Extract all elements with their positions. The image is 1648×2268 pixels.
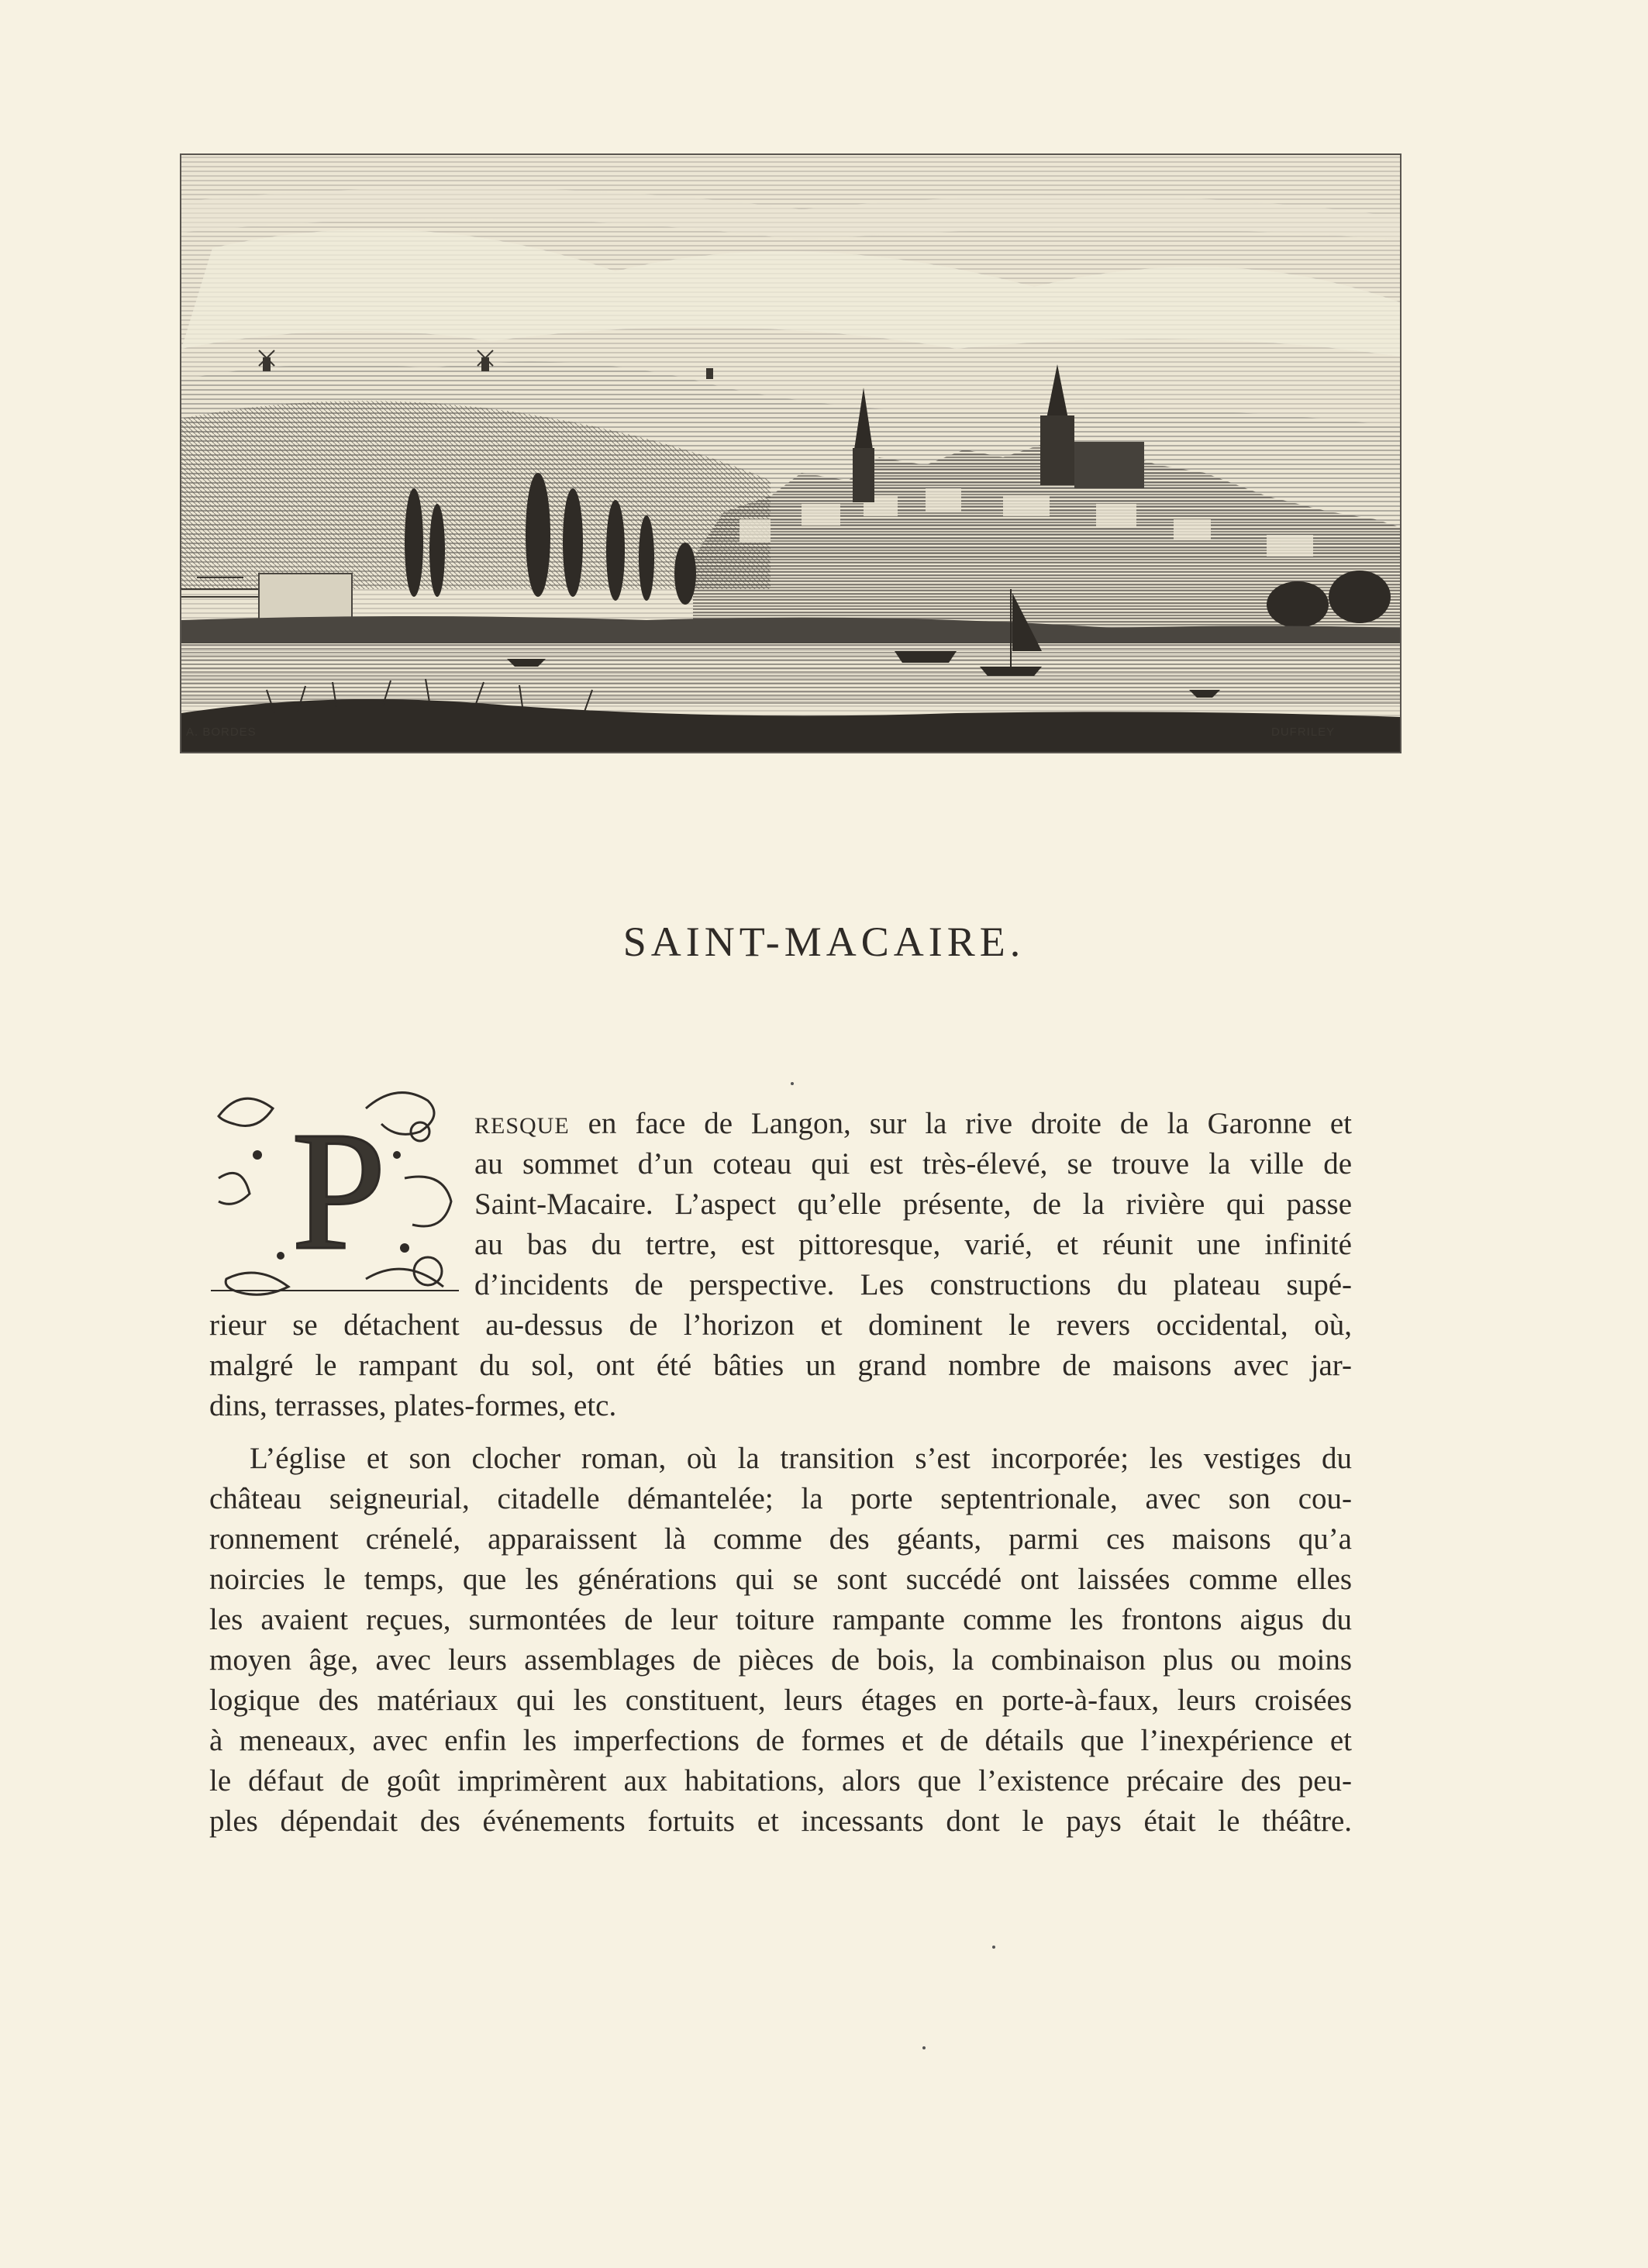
engraving-illustration bbox=[180, 153, 1401, 753]
text-line: ples dépendait des événements fortuits et incessants dont le pays était le théâtre. bbox=[209, 1804, 1352, 1838]
text-line: au sommet d’un coteau qui est très-élevé, se trouve la ville de bbox=[474, 1147, 1352, 1181]
text-line: d’incidents de perspective. Les constructions du plateau supé- bbox=[474, 1268, 1352, 1301]
landscape-drawing bbox=[181, 155, 1400, 752]
print-speck bbox=[791, 1082, 794, 1085]
text-line: Saint-Macaire. L’aspect qu’elle présente, de la rivière qui passe bbox=[474, 1187, 1352, 1221]
text-line: logique des matériaux qui les constituent, leurs étages en porte-à-faux, leurs croisées bbox=[209, 1684, 1352, 1717]
text-line: au bas du tertre, est pittoresque, varié, et réunit une infinité bbox=[474, 1228, 1352, 1261]
page-title: SAINT-MACAIRE. bbox=[622, 919, 1026, 965]
dropcap-ornament bbox=[211, 1085, 467, 1302]
engraver-credit-left: A. BORDES bbox=[186, 726, 257, 739]
text-line: RESQUE en face de Langon, sur la rive droite de la Garonne et bbox=[474, 1107, 1352, 1140]
print-speck bbox=[922, 2046, 926, 2049]
text-line: rieur se détachent au-dessus de l’horizon et dominent le revers occidental, où, bbox=[209, 1308, 1352, 1342]
ornamental-dropcap bbox=[211, 1085, 467, 1302]
text-line: moyen âge, avec leurs assemblages de pièces de bois, la combinaison plus ou moins bbox=[209, 1643, 1352, 1677]
engraver-credit-right: DUFRILEY bbox=[1271, 726, 1336, 739]
text-line: ronnement crénelé, apparaissent là comme des géants, parmi ces maisons qu’a bbox=[209, 1522, 1352, 1556]
dropcap-continuation: RESQUE bbox=[474, 1113, 570, 1139]
dropcap-letter: P bbox=[291, 1096, 387, 1285]
text-line: noircies le temps, que les générations qui se sont succédé ont laissées comme elles bbox=[209, 1563, 1352, 1596]
print-speck bbox=[992, 1946, 995, 1949]
text-line: L’église et son clocher roman, où la transition s’est incorporée; les vestiges du bbox=[250, 1442, 1352, 1475]
text-line: à meneaux, avec enfin les imperfections de formes et de détails que l’inexpérience et bbox=[209, 1724, 1352, 1757]
text-line: dins, terrasses, plates-formes, etc. bbox=[209, 1389, 617, 1422]
text-line: le défaut de goût imprimèrent aux habitations, alors que l’existence précaire des peu- bbox=[209, 1764, 1352, 1798]
text-line: malgré le rampant du sol, ont été bâties un grand nombre de maisons avec jar- bbox=[209, 1349, 1352, 1382]
text-line: les avaient reçues, surmontées de leur toiture rampante comme les frontons aigus du bbox=[209, 1603, 1352, 1636]
text-line: château seigneurial, citadelle démantelée; la porte septentrionale, avec son cou- bbox=[209, 1482, 1352, 1515]
